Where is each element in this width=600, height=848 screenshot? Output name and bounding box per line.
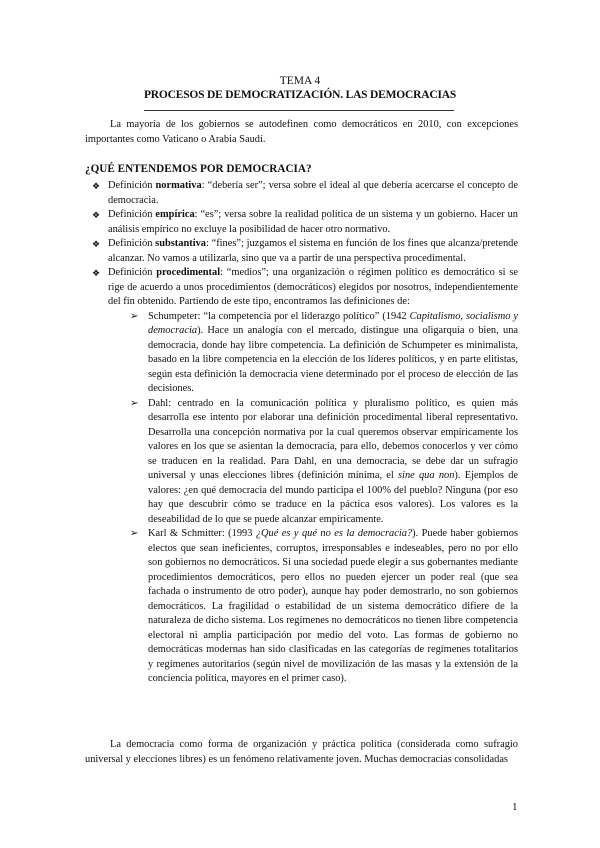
- term: procedimental: [156, 267, 221, 278]
- title-underline: [144, 110, 454, 111]
- intro-paragraph: La mayoría de los gobiernos se autodefinen como democráticos en 2010, con excepciones importantes como Vaticano o Arabia Saudí.: [85, 119, 518, 145]
- diamond-bullet-icon: ❖: [92, 239, 101, 249]
- definition-substantiva: ❖ Definición substantiva: “fines”; juzgamos el sistema en función de los fines que alcanza/pretende alcanzar. No vamos a utilizarla, sino que va a partir de una perspectiva procedimental.: [92, 238, 518, 264]
- page-number: 1: [512, 801, 518, 813]
- term: substantiva: [155, 238, 206, 249]
- definitions-list: [92, 179, 518, 687]
- book-title: Capitalismo, socialismo y democracia: [148, 310, 519, 336]
- diamond-bullet-icon: ❖: [92, 181, 101, 191]
- definition-procedimental: ❖ Definición procedimental: “medios”; una organización o régimen político es democrático si se rige de acuerdo a unos procedimientos (democráticos) elegidos por nosotros, independientemente del fin obtenido. Partiendo de este tipo, encontramos las definiciones de: ➢ Schumpeter: “la competencia por el liderazgo político” (1942 Capitalismo, socialismo y democracia). Hace un analogía con el mercado, distingue una oligarquía o bien, una democracia, donde hay libre competencia. La definición de Schumpeter es minimalista, basado en la libre competencia en la elección de los líderes políticos, y en parte elitistas, según esta definición la democracia viene determinado por el proceso de elección de las decisiones. ➢ Dahl: centrado en la comunicación política y pluralismo político, es quien más desarrolla ese intento por elaborar una definición procedimental liberal representativo. Desarrolla una concepción normativa por la cual queremos observar empíricamente los valores en los que se asientan la democracia, para ello, debemos conocerlos y ver cómo se traducen en la realidad. Para Dahl, en una democracia, se debe dar un sufragio universal y unas elecciones libres (definición mínima, el sine qua non). Ejemplos de valores: ¿en qué democracia del mundo participa el 100% del pueblo? Ninguna (por eso hay que descubrir cómo se traduce en la páctica esos valores). Los valores es la deseabilidad de lo que se puede alcanzar empíricamente. ➢ Karl & Schmitter: (1993 ¿Qué es y qué no es la democracia?). Puede haber gobiernos electos que sean ineficientes, corruptos, irresponsables e indeseables, pero no por ello son gobiernos no democráticos. Si una sociedad puede elegir a sus gobernantes mediante procedimientos democráticos, pero ellos no pueden ejercer un poder real (que sea fachada o instrumento de otro poder), aunque hay poder demostrarlo, no son gobiernos democráticos. La fragilidad o estabilidad de un sistema democrático difiere de la naturaleza de dicho sistema. Los regímenes no democráticos no tienen libre competencia electoral ni amplia participación por medio del voto. Las formas de gobierno no democráticas modernas han sido clasificadas en las categorías de regímenes totalitarios y regímenes autoritarios (según nivel de movilización de las masas y la extensión de la conciencia política, mayores en el primer caso).: [92, 266, 518, 687]
- arrow-bullet-icon: ➢: [130, 397, 139, 409]
- term: empírica: [155, 209, 195, 220]
- latin-phrase: sine qua non: [398, 470, 455, 481]
- diamond-bullet-icon: ❖: [92, 268, 101, 278]
- document-title: PROCESOS DE DEMOCRATIZACIÓN. LAS DEMOCRACIAS: [143, 89, 457, 101]
- topic-number: TEMA 4: [279, 75, 321, 87]
- arrow-bullet-icon: ➢: [130, 528, 139, 539]
- author-schumpeter: ➢ Schumpeter: “la competencia por el liderazgo político” (1942 Capitalismo, socialismo y democracia). Hace un analogía con el mercado, distingue una oligarquía o bien, una democracia, donde hay libre competencia. La definición de Schumpeter es minimalista, basado en la libre competencia en la elección de los líderes políticos, y en parte elitistas, según esta definición la democracia viene determinado por el proceso de elección de las decisiones.: [130, 310, 519, 394]
- term: normativa: [155, 180, 202, 191]
- arrow-bullet-icon: ➢: [130, 310, 139, 322]
- author-karl-schmitter: ➢ Karl & Schmitter: (1993 ¿Qué es y qué no es la democracia?). Puede haber gobiernos electos que sean ineficientes, corruptos, irresponsables e indeseables, pero no por ello son gobiernos no democráticos. Si una sociedad puede elegir a sus gobernantes mediante procedimientos democráticos, pero ellos no pueden ejercer un poder real (que sea fachada o instrumento de otro poder), aunque hay poder demostrarlo, no son gobiernos democráticos. La fragilidad o estabilidad de un sistema democrático difiere de la naturaleza de dicho sistema. Los regímenes no democráticos no tienen libre competencia electoral ni amplia participación por medio del voto. Las formas de gobierno no democráticas modernas han sido clasificadas en las categorías de regímenes totalitarios y regímenes autoritarios (según nivel de movilización de las masas y la extensión de la conciencia política, mayores en el primer caso).: [130, 528, 518, 684]
- author-dahl: ➢ Dahl: centrado en la comunicación política y pluralismo político, es quien más desarrolla ese intento por elaborar una definición procedimental liberal representativo. Desarrolla una concepción normativa por la cual queremos observar empíricamente los valores en los que se asientan la democracia, para ello, debemos conocerlos y ver cómo se traducen en la realidad. Para Dahl, en una democracia, se debe dar un sufragio universal y unas elecciones libres (definición mínima, el sine qua non). Ejemplos de valores: ¿en qué democracia del mundo participa el 100% del pueblo? Ninguna (por eso hay que descubrir cómo se traduce en la páctica esos valores). Los valores es la deseabilidad de lo que se puede alcanzar empíricamente.: [130, 397, 518, 525]
- section-heading: ¿QUÉ ENTENDEMOS POR DEMOCRACIA?: [85, 163, 312, 175]
- authors-list: [108, 310, 518, 687]
- diamond-bullet-icon: ❖: [92, 210, 101, 220]
- closing-paragraph: La democracia como forma de organización y práctica política (considerada como sufragio universal y elecciones libres) es un fenómeno relativamente joven. Muchas democracias consolidadas: [85, 739, 518, 765]
- definition-empirica: ❖ Definición empírica: “es”; versa sobre la realidad política de un sistema y un gobierno. Hacer un análisis empírico no excluye la posibilidad de hacer otro normativo.: [92, 209, 518, 235]
- book-title: ¿Qué es y qué no es la democracia?: [255, 528, 413, 539]
- definition-normativa: ❖ Definición normativa: “debería ser”; versa sobre el ideal al que debería acercarse el concepto de democracia.: [92, 180, 518, 206]
